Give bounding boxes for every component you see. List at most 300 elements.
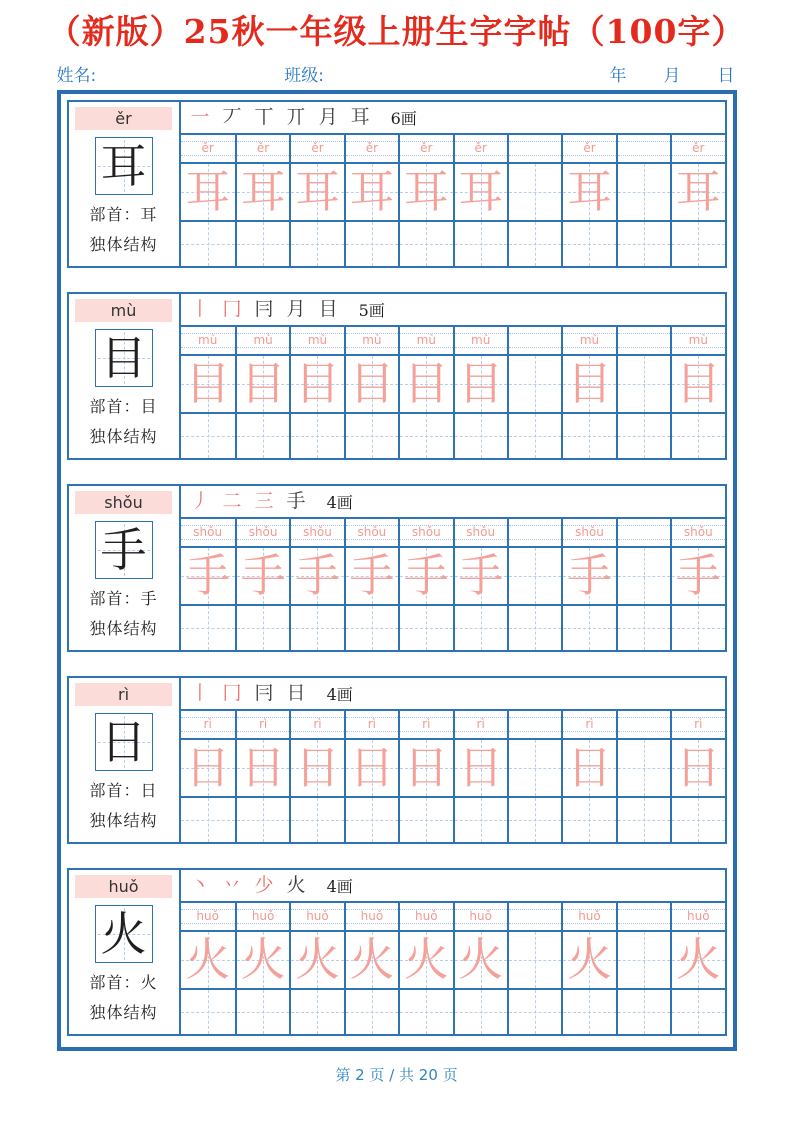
stroke-step-glyph: 三 [254, 489, 274, 512]
stroke-step-glyph: 目 [318, 297, 338, 320]
character-cell [344, 356, 398, 412]
pinyin-cell [616, 519, 670, 546]
empty-character-cell [561, 990, 615, 1034]
trace-pinyin: rì [422, 716, 431, 731]
pinyin-cell [398, 903, 452, 930]
stroke-step-glyph: 日 [286, 681, 306, 704]
empty-character-cell [235, 798, 289, 842]
trace-character: 手 [403, 548, 449, 602]
empty-practice-row [181, 222, 725, 266]
trace-pinyin: rì [313, 716, 322, 731]
character-section-card [67, 292, 727, 460]
trace-character-row [181, 356, 725, 414]
stroke-step-glyph: 丷 [222, 873, 242, 896]
trace-pinyin: huǒ [469, 908, 492, 923]
practice-grid [179, 294, 725, 458]
trace-character: 火 [240, 932, 286, 986]
trace-character: 火 [458, 932, 504, 986]
pinyin-cell [507, 519, 561, 546]
pinyin-cell [181, 135, 235, 162]
character-cell [289, 356, 343, 412]
pinyin-cell [670, 519, 724, 546]
pinyin-cell [289, 903, 343, 930]
trace-character: 耳 [185, 164, 231, 218]
trace-pinyin: rì [585, 716, 594, 731]
character-cell [561, 740, 615, 796]
character-cell [453, 356, 507, 412]
empty-character-cell [561, 798, 615, 842]
empty-character-cell [561, 222, 615, 266]
trace-character: 火 [294, 932, 340, 986]
stroke-order-row [181, 678, 725, 711]
character-cell [561, 164, 615, 220]
sample-character-box [95, 905, 153, 963]
pinyin-cell [289, 327, 343, 354]
empty-character-cell [670, 414, 724, 458]
character-section-card [67, 676, 727, 844]
pinyin-label: huǒ [75, 875, 172, 898]
character-cell [453, 548, 507, 604]
pinyin-guide-row [181, 711, 725, 740]
section-left-panel [69, 102, 179, 266]
trace-pinyin: huǒ [306, 908, 329, 923]
empty-character-cell [344, 798, 398, 842]
pinyin-cell [235, 711, 289, 738]
trace-pinyin: mù [688, 332, 708, 347]
trace-pinyin: mù [416, 332, 436, 347]
date-labels [610, 61, 737, 86]
empty-character-cell [181, 222, 235, 266]
character-cell [344, 164, 398, 220]
sample-character: 耳 [100, 138, 147, 193]
empty-character-cell [453, 414, 507, 458]
pinyin-cell [507, 135, 561, 162]
pinyin-guide-row [181, 903, 725, 932]
stroke-step-glyph: 冂 [222, 297, 242, 320]
pinyin-cell [235, 519, 289, 546]
trace-character: 目 [240, 356, 286, 410]
radical-label: 部首：耳 [89, 204, 158, 224]
stroke-step-glyph: 丆 [222, 105, 242, 128]
character-cell [507, 932, 561, 988]
stroke-step-glyph: 丌 [286, 105, 306, 128]
character-cell [398, 740, 452, 796]
trace-character: 目 [349, 356, 395, 410]
trace-pinyin: mù [471, 332, 491, 347]
character-cell [398, 932, 452, 988]
pinyin-cell [561, 135, 615, 162]
trace-character-row [181, 932, 725, 990]
stroke-step-glyph: 丅 [254, 105, 274, 128]
empty-character-cell [453, 606, 507, 650]
trace-character-row [181, 740, 725, 798]
character-cell [561, 932, 615, 988]
character-cell [670, 548, 724, 604]
empty-character-cell [670, 798, 724, 842]
empty-practice-row [181, 990, 725, 1034]
character-cell [398, 548, 452, 604]
trace-pinyin: ěr [474, 140, 487, 155]
pinyin-cell [670, 327, 724, 354]
empty-practice-row [181, 606, 725, 650]
character-cell [616, 740, 670, 796]
trace-character-row [181, 164, 725, 222]
pinyin-cell [398, 327, 452, 354]
character-cell [453, 932, 507, 988]
empty-character-cell [289, 798, 343, 842]
trace-character: 手 [240, 548, 286, 602]
day-label: 日 [717, 65, 735, 86]
stroke-step-glyph: 月 [286, 297, 306, 320]
empty-character-cell [507, 414, 561, 458]
pinyin-cell [398, 135, 452, 162]
stroke-count-label: 5画 [358, 300, 385, 320]
pinyin-guide-row [181, 519, 725, 548]
character-cell [507, 548, 561, 604]
pinyin-cell [561, 711, 615, 738]
pinyin-cell [235, 327, 289, 354]
character-cell [289, 932, 343, 988]
stroke-step-glyph: 二 [222, 489, 242, 512]
section-left-panel [69, 678, 179, 842]
character-section-card [67, 868, 727, 1036]
sample-character-box [95, 521, 153, 579]
character-cell [344, 740, 398, 796]
practice-grid [179, 678, 725, 842]
empty-character-cell [398, 798, 452, 842]
pinyin-cell [670, 135, 724, 162]
trace-character: 耳 [240, 164, 286, 218]
pinyin-cell [453, 135, 507, 162]
character-cell [235, 356, 289, 412]
trace-character: 日 [566, 740, 612, 794]
page-frame [57, 90, 737, 1051]
year-label: 年 [609, 65, 627, 86]
stroke-count-label: 4画 [326, 492, 353, 512]
trace-pinyin: ěr [256, 140, 270, 155]
character-cell [670, 164, 724, 220]
trace-character: 日 [185, 740, 231, 794]
trace-character: 手 [185, 548, 231, 602]
empty-character-cell [507, 606, 561, 650]
stroke-step-glyph: 火 [286, 873, 306, 896]
trace-character: 火 [403, 932, 449, 986]
stroke-order-row [181, 486, 725, 519]
character-section-card [67, 484, 727, 652]
info-header [57, 61, 737, 86]
trace-pinyin: huǒ [251, 908, 275, 923]
empty-character-cell [561, 606, 615, 650]
empty-character-cell [507, 798, 561, 842]
empty-character-cell [235, 414, 289, 458]
character-section-card [67, 100, 727, 268]
trace-pinyin: mù [362, 332, 382, 347]
pinyin-cell [561, 327, 615, 354]
trace-pinyin: mù [579, 332, 600, 347]
pinyin-cell [235, 135, 289, 162]
pinyin-cell [507, 711, 561, 738]
stroke-step-glyph: 丿 [190, 489, 210, 512]
pinyin-cell [670, 711, 724, 738]
character-cell [181, 548, 235, 604]
stroke-order-row [181, 102, 725, 135]
pinyin-cell [561, 903, 615, 930]
stroke-step-glyph: 月 [318, 105, 338, 128]
sample-character: 火 [100, 906, 147, 961]
trace-pinyin: shǒu [466, 524, 496, 539]
name-label: 姓名: [56, 65, 97, 86]
trace-pinyin: rì [203, 716, 212, 731]
character-cell [561, 356, 615, 412]
pinyin-cell [507, 327, 561, 354]
pinyin-cell [453, 327, 507, 354]
trace-pinyin: ěr [201, 140, 214, 155]
section-left-panel [69, 870, 179, 1034]
practice-grid [179, 486, 725, 650]
pinyin-cell [453, 519, 507, 546]
trace-pinyin: huǒ [687, 908, 710, 923]
stroke-step-glyph: 冃 [254, 681, 274, 704]
stroke-count-label: 4画 [326, 684, 353, 704]
empty-character-cell [398, 990, 452, 1034]
trace-pinyin: huǒ [415, 908, 438, 923]
character-cell [289, 740, 343, 796]
pinyin-cell [235, 903, 289, 930]
pinyin-cell [181, 519, 235, 546]
empty-character-cell [670, 606, 724, 650]
trace-character: 耳 [458, 164, 504, 218]
trace-character: 火 [566, 932, 612, 986]
empty-character-cell [616, 606, 670, 650]
radical-label: 部首：目 [89, 396, 158, 416]
trace-pinyin: huǒ [578, 908, 601, 923]
pinyin-label: ěr [75, 107, 172, 130]
trace-pinyin: rì [694, 716, 703, 731]
empty-character-cell [344, 414, 398, 458]
stroke-step-glyph: 丨 [190, 297, 210, 320]
stroke-step-glyph: 冃 [254, 297, 274, 320]
character-cell [398, 164, 452, 220]
pinyin-label: mù [75, 299, 172, 322]
pinyin-cell [561, 519, 615, 546]
trace-character: 目 [403, 356, 449, 410]
pinyin-cell [507, 903, 561, 930]
pinyin-cell [616, 711, 670, 738]
character-cell [670, 740, 724, 796]
trace-pinyin: ěr [583, 140, 596, 155]
stroke-step-glyph: 耳 [350, 105, 370, 128]
pinyin-cell [181, 327, 235, 354]
stroke-step-glyph: 丨 [190, 681, 210, 704]
pinyin-cell [289, 711, 343, 738]
trace-character: 日 [403, 740, 449, 794]
section-left-panel [69, 294, 179, 458]
character-cell [616, 164, 670, 220]
character-cell [344, 932, 398, 988]
character-cell [670, 932, 724, 988]
trace-pinyin: mù [253, 332, 273, 347]
pinyin-cell [398, 711, 452, 738]
empty-practice-row [181, 414, 725, 458]
trace-pinyin: rì [367, 716, 377, 731]
pinyin-cell [344, 519, 398, 546]
character-cell [453, 164, 507, 220]
structure-label: 独体结构 [89, 810, 158, 830]
empty-character-cell [398, 222, 452, 266]
trace-pinyin: ěr [365, 140, 379, 155]
stroke-step-glyph: 冂 [222, 681, 242, 704]
character-cell [616, 356, 670, 412]
trace-character: 日 [240, 740, 286, 794]
empty-character-cell [561, 414, 615, 458]
pinyin-cell [181, 711, 235, 738]
radical-label: 部首：火 [89, 972, 158, 992]
character-cell [181, 164, 235, 220]
trace-character: 手 [566, 548, 612, 602]
empty-character-cell [616, 222, 670, 266]
month-label: 月 [663, 65, 681, 86]
pinyin-cell [616, 135, 670, 162]
character-cell [235, 740, 289, 796]
character-cell [507, 356, 561, 412]
empty-character-cell [289, 414, 343, 458]
empty-character-cell [453, 990, 507, 1034]
pinyin-cell [289, 135, 343, 162]
trace-character: 目 [185, 356, 231, 410]
stroke-step-glyph: 手 [286, 489, 306, 512]
character-cell [398, 356, 452, 412]
trace-character: 日 [675, 740, 721, 794]
empty-character-cell [181, 798, 235, 842]
stroke-step-glyph: 一 [190, 105, 210, 128]
empty-character-cell [344, 222, 398, 266]
trace-character: 耳 [566, 164, 612, 218]
empty-character-cell [289, 990, 343, 1034]
pinyin-cell [344, 327, 398, 354]
trace-pinyin: ěr [420, 140, 433, 155]
trace-pinyin: rì [476, 716, 485, 731]
trace-character: 火 [185, 932, 231, 986]
pinyin-cell [670, 903, 724, 930]
stroke-step-glyph: 少 [254, 873, 274, 896]
pinyin-cell [398, 519, 452, 546]
trace-pinyin: shǒu [575, 524, 604, 539]
empty-character-cell [507, 222, 561, 266]
empty-character-cell [235, 606, 289, 650]
character-cell [453, 740, 507, 796]
character-cell [289, 548, 343, 604]
trace-character: 手 [349, 548, 395, 602]
character-cell [235, 932, 289, 988]
pinyin-cell [616, 327, 670, 354]
pinyin-cell [344, 135, 398, 162]
character-cell [181, 356, 235, 412]
trace-pinyin: shǒu [683, 524, 713, 539]
pinyin-cell [453, 711, 507, 738]
trace-character: 日 [458, 740, 504, 794]
trace-character: 耳 [349, 164, 395, 218]
trace-character: 耳 [675, 164, 721, 218]
pinyin-guide-row [181, 135, 725, 164]
radical-label: 部首：日 [89, 780, 158, 800]
pinyin-cell [181, 903, 235, 930]
trace-pinyin: shǒu [248, 524, 278, 539]
empty-character-cell [616, 798, 670, 842]
character-cell [616, 548, 670, 604]
structure-label: 独体结构 [89, 1002, 158, 1022]
empty-character-cell [235, 990, 289, 1034]
sample-character: 日 [100, 714, 147, 769]
character-cell [344, 548, 398, 604]
trace-character: 火 [675, 932, 721, 986]
practice-grid [179, 102, 725, 266]
structure-label: 独体结构 [89, 426, 158, 446]
pinyin-cell [453, 903, 507, 930]
empty-character-cell [453, 222, 507, 266]
trace-pinyin: shǒu [411, 524, 441, 539]
practice-grid [179, 870, 725, 1034]
structure-label: 独体结构 [89, 234, 158, 254]
character-cell [507, 740, 561, 796]
empty-character-cell [670, 990, 724, 1034]
sample-character-box [95, 329, 153, 387]
stroke-count-label: 6画 [390, 108, 417, 128]
pinyin-label: shǒu [75, 491, 172, 514]
trace-character-row [181, 548, 725, 606]
character-cell [561, 548, 615, 604]
trace-character: 目 [294, 356, 340, 410]
trace-character: 目 [458, 356, 504, 410]
empty-character-cell [235, 222, 289, 266]
empty-character-cell [453, 798, 507, 842]
empty-character-cell [289, 606, 343, 650]
character-cell [235, 164, 289, 220]
empty-character-cell [181, 606, 235, 650]
page-title: （新版）25秋一年级上册生字字帖（100字） [47, 12, 746, 51]
character-cell [289, 164, 343, 220]
radical-label: 部首：手 [89, 588, 158, 608]
pinyin-guide-row [181, 327, 725, 356]
trace-pinyin: shǒu [357, 524, 387, 539]
pinyin-cell [289, 519, 343, 546]
trace-pinyin: shǒu [303, 524, 332, 539]
trace-pinyin: ěr [311, 140, 324, 155]
empty-character-cell [616, 990, 670, 1034]
character-cell [181, 740, 235, 796]
trace-pinyin: huǒ [196, 908, 219, 923]
empty-character-cell [344, 606, 398, 650]
trace-character: 火 [349, 932, 395, 986]
character-cell [670, 356, 724, 412]
pinyin-cell [616, 903, 670, 930]
trace-character: 手 [294, 548, 340, 602]
empty-character-cell [616, 414, 670, 458]
trace-pinyin: mù [198, 332, 218, 347]
stroke-step-glyph: 丶 [190, 873, 210, 896]
empty-character-cell [670, 222, 724, 266]
trace-character: 耳 [403, 164, 449, 218]
empty-practice-row [181, 798, 725, 842]
page-number: 第 2 页 / 共 20 页 [335, 1065, 458, 1084]
pinyin-cell [344, 903, 398, 930]
character-cell [507, 164, 561, 220]
empty-character-cell [289, 222, 343, 266]
trace-pinyin: mù [307, 332, 328, 347]
empty-character-cell [398, 606, 452, 650]
trace-character: 日 [294, 740, 340, 794]
stroke-order-row [181, 870, 725, 903]
trace-pinyin: shǒu [193, 524, 223, 539]
